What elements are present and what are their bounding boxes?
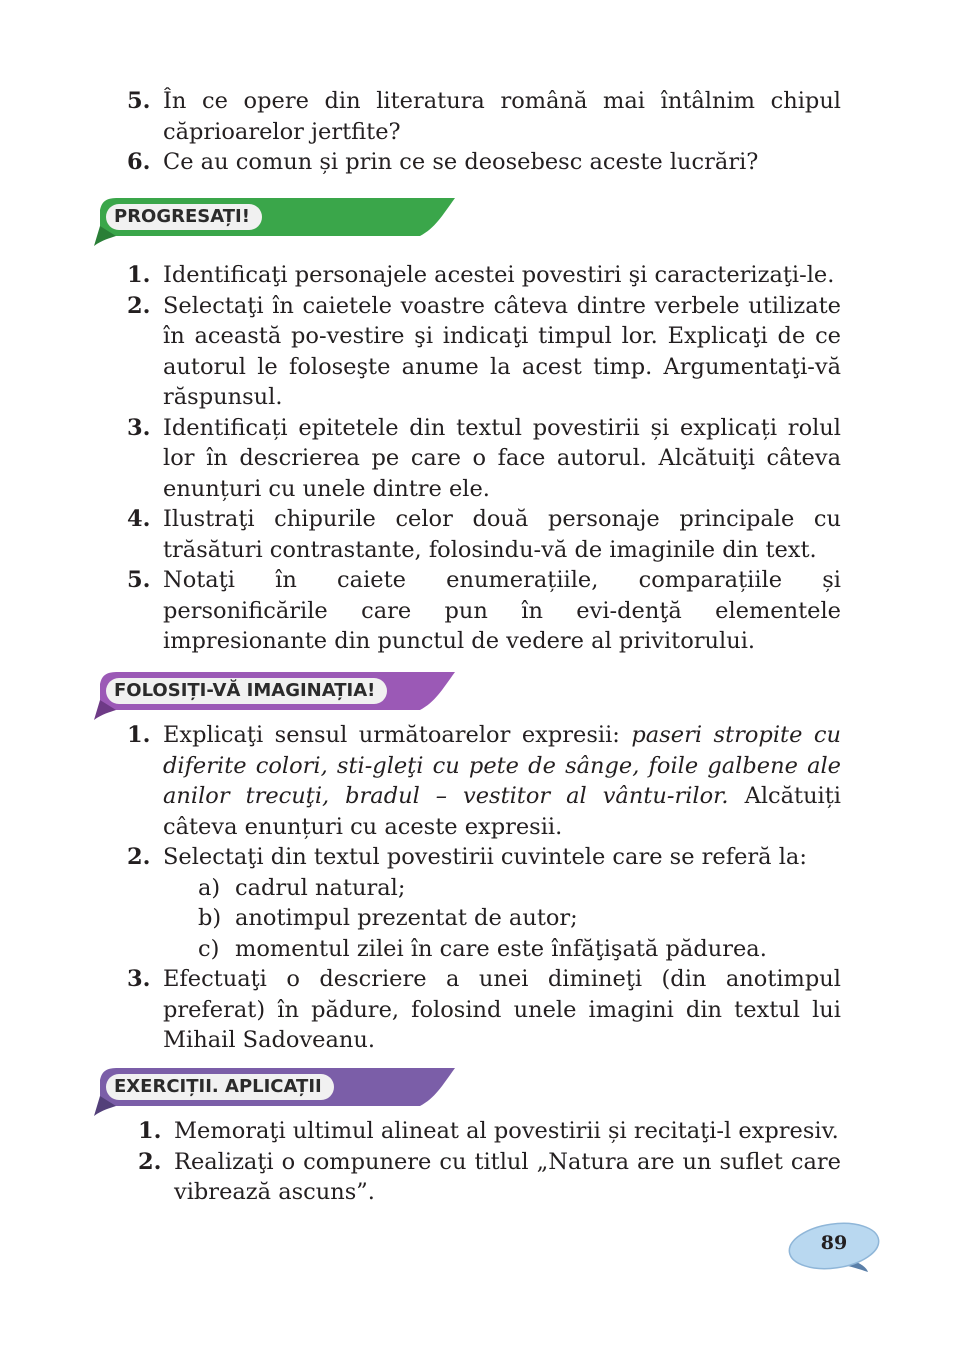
list-item <box>0 413 963 505</box>
item-number: 2. <box>127 292 151 319</box>
section-title: PROGRESAȚI! <box>106 204 262 230</box>
sub-list-item <box>0 903 963 934</box>
item-text: Efectuaţi o descriere a unei dimineţi (din anotimpul preferat) în pădure, folosind unele imagini din textul lui Mihail Sadoveanu. <box>163 966 841 1053</box>
item-number: 5. <box>127 567 151 593</box>
item-number: 5. <box>127 88 151 114</box>
sub-item-text: cadrul natural; <box>235 874 406 901</box>
list-item <box>0 504 963 565</box>
list-item <box>0 291 963 413</box>
item-text: Memoraţi ultimul alineat al povestirii și recitaţi-l expresiv. <box>174 1118 839 1144</box>
list-item <box>0 1116 963 1147</box>
item-text: Realizaţi o compunere cu titlul „Natura are un suflet care vibrează ascuns”. <box>174 1148 841 1205</box>
list-item <box>0 720 963 842</box>
item-number: 2. <box>127 844 151 870</box>
list-item <box>0 86 963 147</box>
imaginatia-list <box>0 720 963 1056</box>
item-text: În ce opere din literatura română mai întâlnim chipul căprioarelor jertfite? <box>163 88 841 145</box>
item-tail-text: Alcătuiți câteva enunțuri cu aceste expresii. <box>163 783 841 840</box>
item-number: 6. <box>127 149 151 175</box>
item-italic-expressions: paseri stropite cu diferite colori, sti-gleţi cu pete de sânge, foile galbene ale anilor trecuţi, bradul – vestitor al vântu-rilor. <box>163 722 841 809</box>
list-item <box>0 1147 963 1208</box>
list-item <box>0 565 963 657</box>
item-number: 2. <box>138 1148 162 1175</box>
item-number: 4. <box>127 506 151 532</box>
item-text: Identificaţi personajele acestei povestiri şi caracterizaţi-le. <box>163 262 835 288</box>
item-text: Notaţi în caiete enumerațiile, comparațiile și personificările care pun în evi-denţă elementele impresionante din punctul de vedere al privitorului. <box>163 567 841 654</box>
sub-item-letter: c) <box>198 935 220 962</box>
sub-item-letter: a) <box>198 874 221 901</box>
item-text: Identificați epitetele din textul povestirii și explicați rolul lor în descrierea pe care o face autorul. Alcătuiţi câteva enunțuri cu unele dintre ele. <box>163 414 841 502</box>
list-item <box>0 260 963 291</box>
list-item <box>0 964 963 1056</box>
item-lead-text: Explicaţi sensul următoarelor expresii: <box>163 722 632 748</box>
exercitii-list <box>0 1116 963 1208</box>
item-number: 1. <box>138 1118 162 1144</box>
item-number: 3. <box>127 966 151 992</box>
progresati-banner <box>90 196 460 252</box>
section-title: EXERCIȚII. APLICAȚII <box>106 1074 334 1100</box>
imaginatia-banner <box>90 670 460 726</box>
sub-item-text: anotimpul prezentat de autor; <box>235 905 578 931</box>
section-title: FOLOSIȚI-VĂ IMAGINAȚIA! <box>106 678 387 704</box>
item-text: Selectaţi în caietele voastre câteva dintre verbele utilizate în această po-vestire şi indicaţi timpul lor. Explicaţi de ce autorul le foloseşte anume la acest timp. Argumentaţi-vă răspunsul. <box>163 292 841 410</box>
item-number: 1. <box>127 722 151 748</box>
item-text: Ilustraţi chipurile celor două personaje principale cu trăsături contrastante, folosindu-vă de imaginile din text. <box>163 506 841 563</box>
item-text: Selectaţi din textul povestirii cuvintele care se referă la: <box>163 844 807 870</box>
sub-item-letter: b) <box>198 905 222 931</box>
item-number: 1. <box>127 262 151 288</box>
item-text <box>163 720 841 842</box>
sub-list-item <box>0 934 963 965</box>
sub-item-text: momentul zilei în care este înfăţişată pădurea. <box>235 935 767 962</box>
item-number: 3. <box>127 414 151 441</box>
page-number: 89 <box>820 1232 848 1254</box>
top-question-list <box>0 86 963 178</box>
list-item <box>0 147 963 178</box>
item-text: Ce au comun și prin ce se deosebesc aceste lucrări? <box>163 149 759 175</box>
progresati-list <box>0 260 963 657</box>
list-item <box>0 842 963 873</box>
page-number-badge <box>786 1218 882 1276</box>
exercitii-banner <box>90 1066 460 1122</box>
sub-list-item <box>0 873 963 904</box>
